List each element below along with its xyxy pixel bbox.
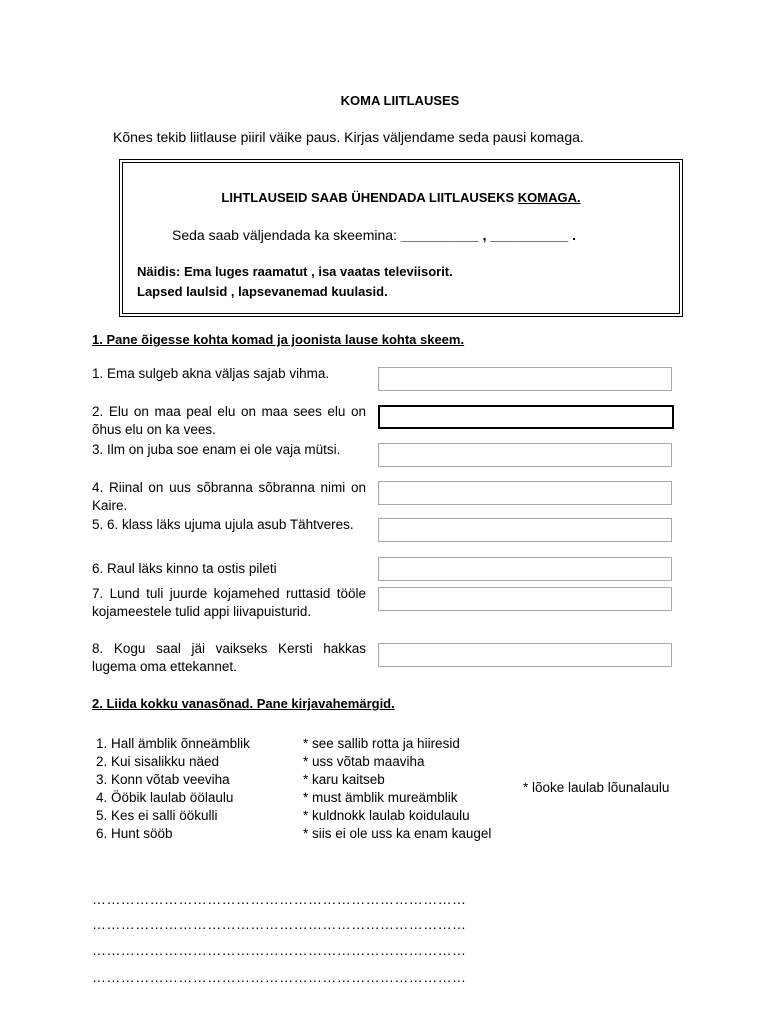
example-line-1: Näidis: Ema luges raamatut , isa vaatas televiisorit. [137,264,453,279]
proverb-endings [303,735,503,843]
proverb-extra: * lõoke laulab lõunalaulu [523,780,670,795]
proverb-ending: * siis ei ole uss ka enam kaugel [303,826,492,841]
exercise-item: 5. 6. klass läks ujuma ujula asub Tähtveres. [92,517,354,532]
answer-line[interactable]: …………………………………………………………………… [92,969,467,985]
scheme-answer-box[interactable] [378,643,672,667]
rule-box [122,162,680,314]
intro-text: Kõnes tekib liitlause piiril väike paus. Kirjas väljendame seda pausi komaga. [113,129,584,145]
proverb-beginning: 1. Hall ämblik õnneämblik [96,736,250,751]
answer-line[interactable]: …………………………………………………………………… [92,942,467,958]
proverb-ending: * karu kaitseb [303,772,385,787]
exercise-item: 2. Elu on maa peal elu on maa sees elu on õhus elu on ka vees. [92,404,366,437]
exercise-item: 4. Riinal on uus sõbranna sõbranna nimi on Kaire. [92,480,366,513]
proverb-beginning: 5. Kes ei salli öökulli [96,808,218,823]
proverb-beginning: 4. Ööbik laulab öölaulu [96,790,234,805]
section2-heading: 2. Liida kokku vanasõnad. Pane kirjavahemärgid. [92,696,395,711]
proverb-beginning: 6. Hunt sööb [96,826,173,841]
rule-heading [123,190,679,205]
scheme-answer-box[interactable] [378,557,672,581]
answer-line[interactable]: …………………………………………………………………… [92,916,467,932]
proverb-beginning: 2. Kui sisalikku näed [96,754,220,769]
scheme-answer-box[interactable] [378,518,672,542]
scheme-blanks: __________ , __________ . [400,227,576,243]
proverb-ending: * kuldnokk laulab koidulaulu [303,808,470,823]
proverb-beginnings [96,735,250,843]
proverb-ending: * uss võtab maaviha [303,754,425,769]
proverb-beginning: 3. Konn võtab veeviha [96,772,230,787]
rule-heading-underlined: KOMAGA. [517,190,581,205]
scheme-answer-box[interactable] [378,367,672,391]
exercise-item: 6. Raul läks kinno ta ostis pileti [92,561,277,576]
answer-line[interactable]: …………………………………………………………………… [92,891,467,907]
scheme-answer-box[interactable] [378,405,674,429]
proverb-ending: * must ämblik mureämblik [303,790,458,805]
page-title: KOMA LIITLAUSES [340,93,460,108]
proverb-ending: * see sallib rotta ja hiiresid [303,736,460,751]
example-line-2: Lapsed laulsid , lapsevanemad kuulasid. [137,284,388,299]
section1-heading: 1. Pane õigesse kohta komad ja joonista lause kohta skeem. [92,332,465,347]
scheme-answer-box[interactable] [378,481,672,505]
scheme-answer-box[interactable] [378,587,672,611]
exercise-item: 3. Ilm on juba soe enam ei ole vaja mütsi. [92,442,341,457]
rule-heading-main: LIHTLAUSEID SAAB ÜHENDADA LIITLAUSEKS [221,190,518,205]
scheme-answer-box[interactable] [378,443,672,467]
exercise-item: 7. Lund tuli juurde kojamehed ruttasid tööle kojameestele tulid appi liivapuisturid. [92,586,366,619]
exercise-item: 8. Kogu saal jäi vaikseks Kersti hakkas lugema oma ettekannet. [92,641,366,674]
scheme-line [172,227,576,243]
exercise-item: 1. Ema sulgeb akna väljas sajab vihma. [92,366,330,381]
scheme-text: Seda saab väljendada ka skeemina: [172,227,401,243]
